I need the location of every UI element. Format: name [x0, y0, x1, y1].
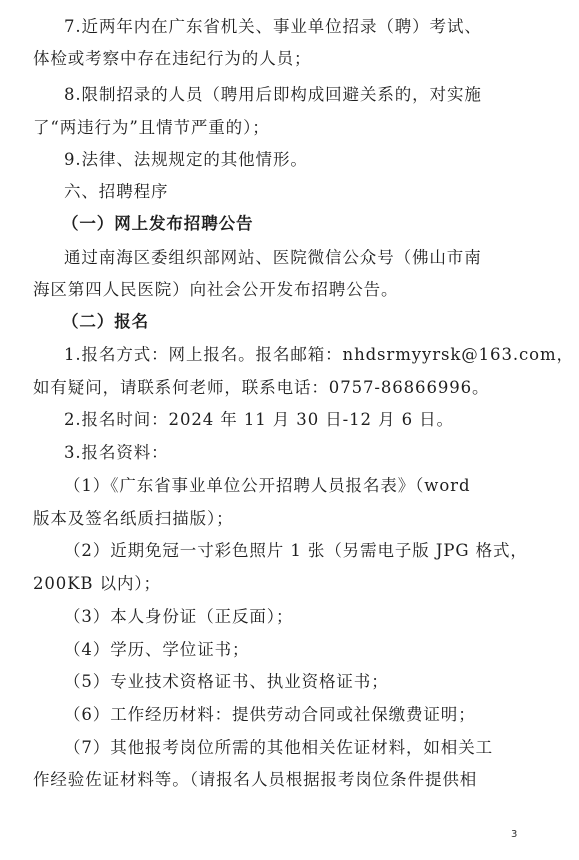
text-line: （7）其他报考岗位所需的其他相关佐证材料，如相关工 — [64, 738, 493, 757]
text-line: （5）专业技术资格证书、执业资格证书； — [64, 672, 389, 691]
text-line: 200KB 以内）； — [33, 574, 161, 593]
text-line: 版本及签名纸质扫描版）； — [33, 509, 234, 528]
text-line: 海区第四人民医院）向社会公开发布招聘公告。 — [33, 280, 399, 299]
subsection-heading: （二）报名 — [62, 312, 149, 331]
text-line: 作经验佐证材料等。（请报名人员根据报考岗位条件提供相 — [33, 770, 478, 789]
text-line: 了“两违行为”且情节严重的）； — [33, 118, 270, 137]
page-number: 3 — [511, 829, 518, 840]
text-line: （4）学历、学位证书； — [64, 640, 250, 659]
text-line: （2）近期免冠一寸彩色照片 1 张（另需电子版 JPG 格式， — [64, 541, 528, 560]
text-line: （1）《广东省事业单位公开招聘人员报名表》（word — [64, 476, 471, 495]
text-line: 通过南海区委组织部网站、医院微信公众号（佛山市南 — [64, 248, 482, 267]
text-line: 8.限制招录的人员（聘用后即构成回避关系的，对实施 — [64, 85, 482, 104]
section-heading: 六、招聘程序 — [64, 182, 169, 201]
text-line: （3）本人身份证（正反面）； — [64, 607, 294, 626]
text-line: 2.报名时间：2024 年 11 月 30 日-12 月 6 日。 — [64, 410, 454, 429]
text-line: 9.法律、法规规定的其他情形。 — [64, 150, 308, 169]
text-line: 体检或考察中存在违纪行为的人员； — [33, 49, 312, 68]
subsection-heading: （一）网上发布招聘公告 — [62, 214, 254, 233]
text-line: （6）工作经历材料：提供劳动合同或社保缴费证明； — [64, 705, 476, 724]
text-line: 7.近两年内在广东省机关、事业单位招录（聘）考试、 — [64, 17, 482, 36]
text-line: 如有疑问，请联系何老师，联系电话：0757-86866996。 — [33, 378, 490, 397]
text-line: 3.报名资料： — [64, 443, 169, 462]
text-line: 1.报名方式：网上报名。报名邮箱：nhdsrmyyrsk@163.com， — [64, 345, 574, 364]
